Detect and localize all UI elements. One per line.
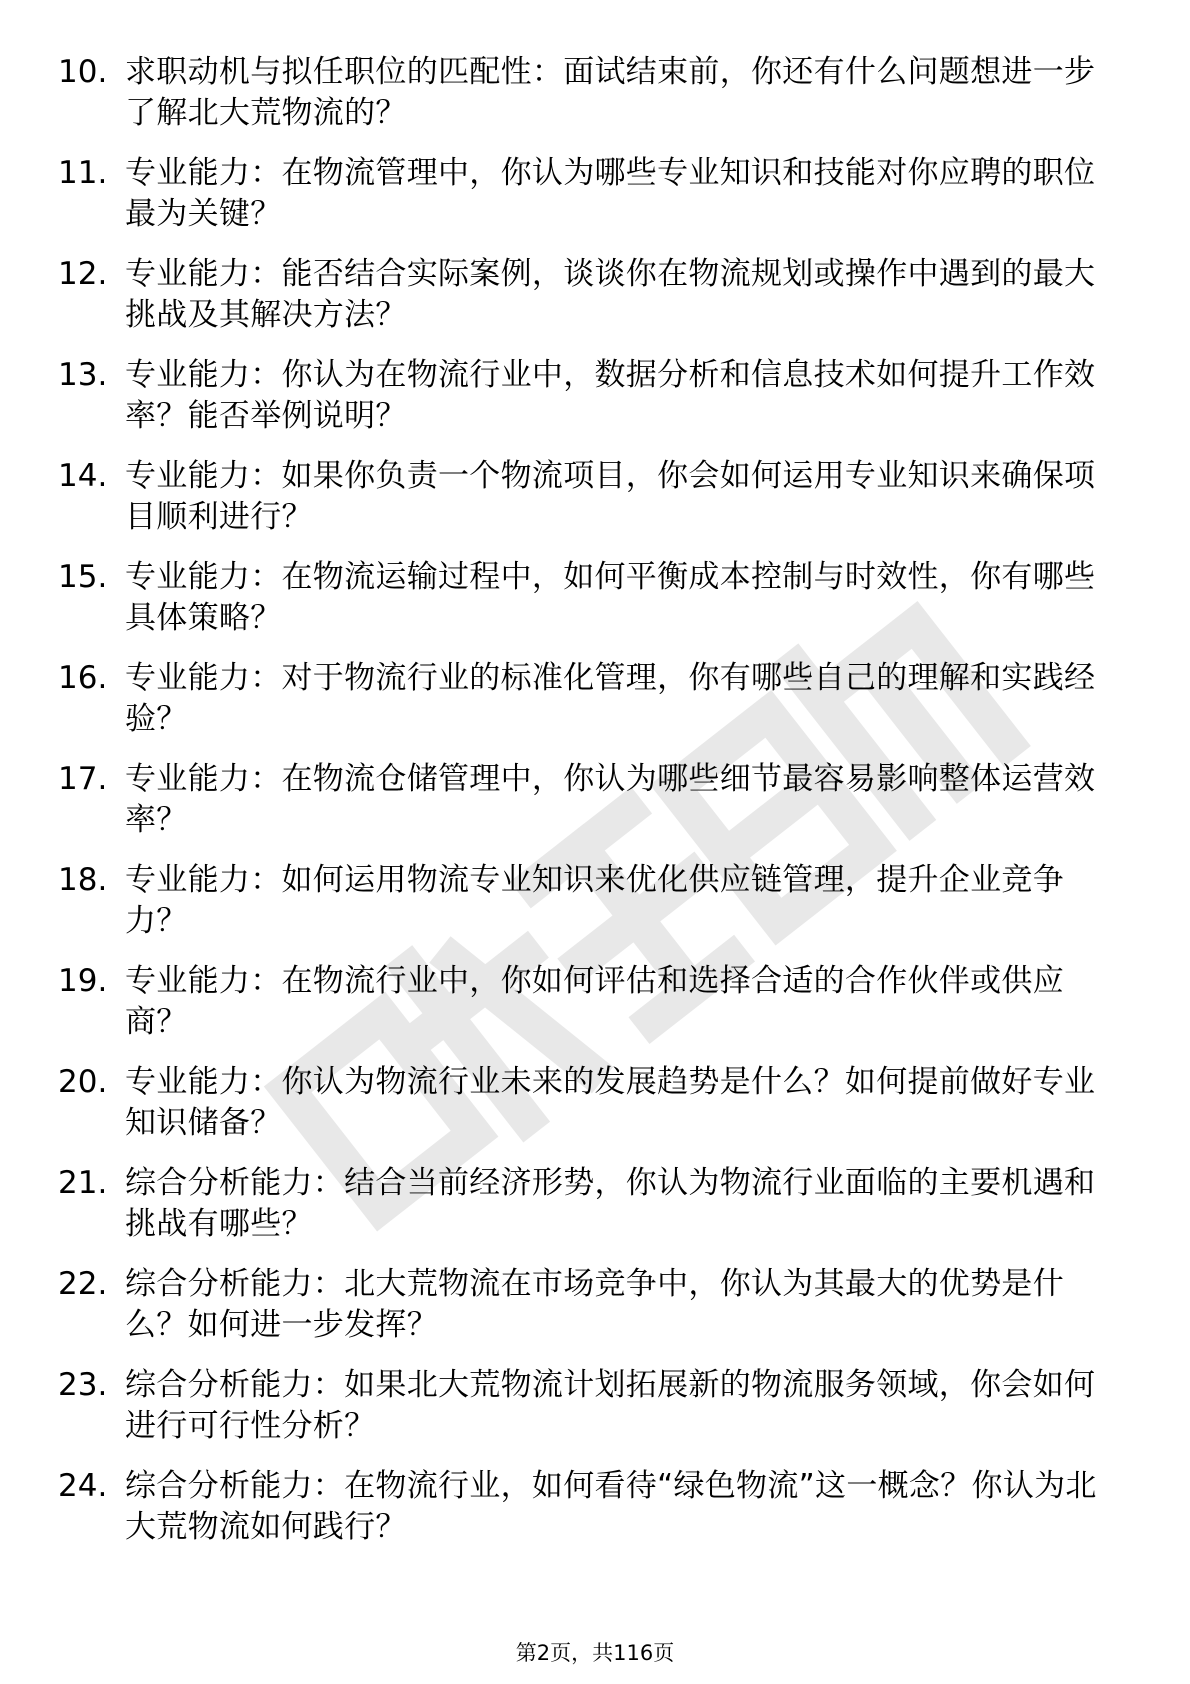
question-text: 专业能力：如果你负责一个物流项目，你会如何运用专业知识来确保项目顺利进行？ [125, 458, 1096, 535]
question-number: 11. [58, 155, 108, 191]
question-text: 专业能力：能否结合实际案例，谈谈你在物流规划或操作中遇到的最大挑战及其解决方法？ [125, 256, 1096, 333]
question-item [58, 759, 1138, 860]
question-item [58, 355, 1138, 456]
question-number: 14. [58, 458, 108, 494]
question-text: 综合分析能力：在物流行业，如何看待“绿色物流”这一概念？你认为北大荒物流如何践行？ [125, 1468, 1097, 1545]
question-text: 专业能力：在物流管理中，你认为哪些专业知识和技能对你应聘的职位最为关键？ [125, 155, 1096, 232]
page-footer [0, 1639, 1190, 1667]
page-number-label: 第2页，共116页 [515, 1641, 675, 1665]
question-item [58, 1264, 1138, 1365]
question-text: 专业能力：对于物流行业的标准化管理，你有哪些自己的理解和实践经验？ [125, 660, 1096, 737]
question-number: 21. [58, 1165, 108, 1201]
question-number: 20. [58, 1064, 108, 1100]
question-text: 综合分析能力：结合当前经济形势，你认为物流行业面临的主要机遇和挑战有哪些？ [125, 1165, 1096, 1242]
question-item [58, 153, 1138, 254]
question-number: 22. [58, 1266, 108, 1302]
question-text: 求职动机与拟任职位的匹配性：面试结束前，你还有什么问题想进一步了解北大荒物流的？ [125, 54, 1096, 131]
question-number: 16. [58, 660, 108, 696]
question-number: 12. [58, 256, 108, 292]
question-text: 专业能力：在物流行业中，你如何评估和选择合适的合作伙伴或供应商？ [125, 963, 1064, 1040]
question-item [58, 1163, 1138, 1264]
question-item [58, 961, 1138, 1062]
question-item [58, 1365, 1138, 1466]
question-item [58, 658, 1138, 759]
question-text: 专业能力：在物流运输过程中，如何平衡成本控制与时效性，你有哪些具体策略？ [125, 559, 1096, 636]
question-text: 专业能力：你认为物流行业未来的发展趋势是什么？如何提前做好专业知识储备？ [125, 1064, 1096, 1141]
question-text: 专业能力：你认为在物流行业中，数据分析和信息技术如何提升工作效率？能否举例说明？ [125, 357, 1096, 434]
question-item [58, 254, 1138, 355]
question-text: 专业能力：如何运用物流专业知识来优化供应链管理，提升企业竞争力？ [125, 862, 1064, 939]
question-item [58, 52, 1138, 153]
question-item [58, 1466, 1138, 1567]
question-number: 13. [58, 357, 108, 393]
question-list [58, 52, 1138, 1567]
question-text: 综合分析能力：如果北大荒物流计划拓展新的物流服务领域，你会如何进行可行性分析？ [125, 1367, 1096, 1444]
question-number: 10. [58, 54, 108, 90]
question-text: 综合分析能力：北大荒物流在市场竞争中，你认为其最大的优势是什么？如何进一步发挥？ [125, 1266, 1064, 1343]
question-item [58, 860, 1138, 961]
question-item [58, 456, 1138, 557]
question-number: 18. [58, 862, 108, 898]
question-number: 24. [58, 1468, 108, 1504]
question-item [58, 557, 1138, 658]
question-number: 17. [58, 761, 108, 797]
question-number: 19. [58, 963, 108, 999]
question-item [58, 1062, 1138, 1163]
question-text: 专业能力：在物流仓储管理中，你认为哪些细节最容易影响整体运营效率？ [125, 761, 1096, 838]
question-number: 15. [58, 559, 108, 595]
question-number: 23. [58, 1367, 108, 1403]
